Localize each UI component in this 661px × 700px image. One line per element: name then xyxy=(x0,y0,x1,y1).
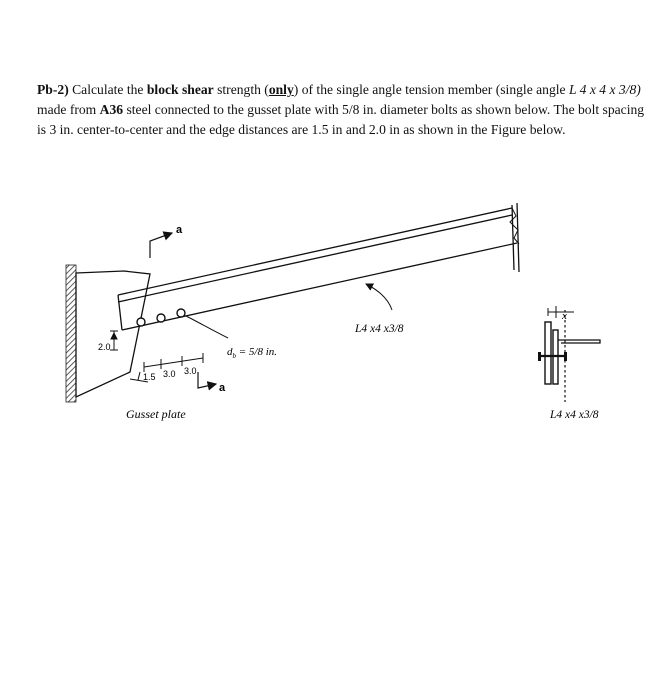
section-label: L4 x4 x3/8 xyxy=(550,409,599,421)
section-mark-top: a xyxy=(176,224,183,236)
problem-number: Pb-2) xyxy=(37,82,69,97)
member-leader xyxy=(366,284,392,310)
problem-text-italic-angle: L 4 x 4 x 3/8) xyxy=(568,82,641,97)
problem-text-3: ) of the single angle tension member (single angle xyxy=(293,82,569,97)
section-cut-top xyxy=(150,233,172,258)
dimension-1-5: 1.5 xyxy=(143,372,156,382)
problem-text-1: Calculate the xyxy=(68,82,147,97)
bolt-hole-2 xyxy=(157,314,165,322)
bolt-hole-1 xyxy=(137,318,145,326)
problem-text-5: steel connected to the gusset plate with 5/8 in. diameter bolts as shown below. The bolt spacing is 3 in. center-to-center and the edge distances are 1.5 in and 2.0 in as shown in the Figure below. xyxy=(37,102,645,137)
section-mark-bottom: a xyxy=(219,382,226,394)
dimension-3-0-second: 3.0 xyxy=(184,366,197,376)
wall-support xyxy=(66,265,76,402)
problem-text-4: made from xyxy=(37,102,100,117)
dimension-3-0-first: 3.0 xyxy=(163,369,176,379)
bolt-leader xyxy=(186,316,228,338)
member-label: L4 x4 x3/8 xyxy=(355,323,404,335)
edge-distance-label: 2.0 xyxy=(98,342,111,352)
problem-text-bold-only: only xyxy=(268,82,294,97)
gusset-label: Gusset plate xyxy=(126,407,186,421)
problem-text-2: strength ( xyxy=(213,82,269,97)
problem-text-bold-block-shear: block shear xyxy=(146,82,214,97)
section-cut-bottom xyxy=(198,372,216,388)
bolt-diameter-label: $d_b = 5/8$ in. xyxy=(227,346,278,360)
problem-text-bold-steel: A36 xyxy=(99,102,124,117)
section-dim-label: x xyxy=(562,310,567,322)
bolt-hole-3 xyxy=(177,309,185,317)
section-detail xyxy=(538,306,600,402)
